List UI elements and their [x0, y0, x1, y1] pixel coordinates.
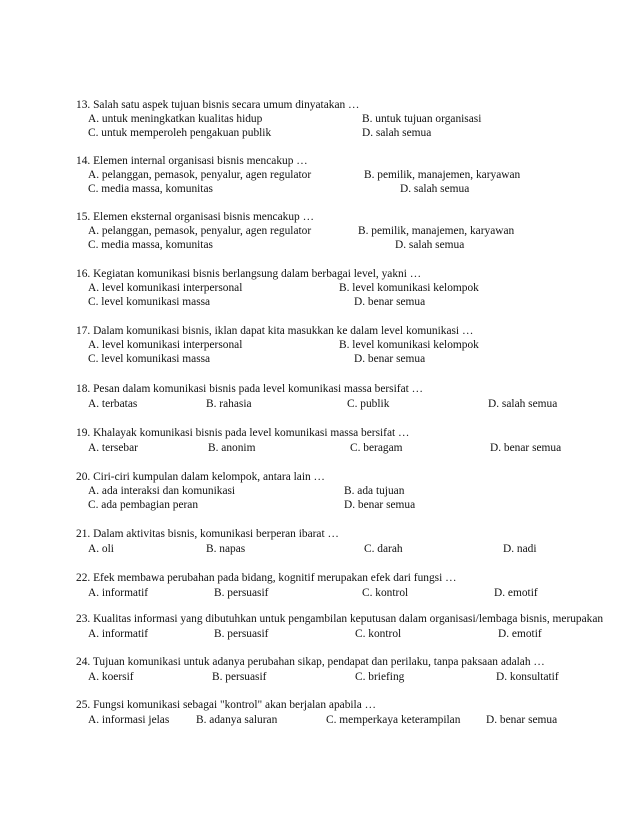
option-row [0, 340, 638, 354]
option-d: D. salah semua [362, 127, 432, 139]
option-a: A. ada interaksi dan komunikasi [88, 485, 236, 497]
option-c: C. media massa, komunitas [88, 239, 213, 251]
option-d: D. benar semua [344, 499, 416, 511]
question-text: 13. Salah satu aspek tujuan bisnis secara umum dinyatakan … [76, 99, 360, 111]
option-b: B. pemilik, manajemen, karyawan [358, 225, 515, 237]
option-d: D. benar semua [486, 714, 558, 726]
option-b: B. adanya saluran [196, 714, 278, 726]
option-a: A. untuk meningkatkan kualitas hidup [88, 113, 263, 125]
option-c: C. ada pembagian peran [88, 499, 199, 511]
option-b: B. persuasif [214, 628, 269, 640]
option-a: A. informatif [88, 628, 149, 640]
option-a: A. level komunikasi interpersonal [88, 339, 243, 351]
option-c: C. kontrol [355, 628, 402, 640]
option-b: B. persuasif [214, 587, 269, 599]
question-text: 22. Efek membawa perubahan pada bidang, kognitif merupakan efek dari fungsi … [76, 572, 457, 584]
option-b: B. anonim [208, 442, 256, 454]
option-row [0, 184, 638, 198]
option-row [0, 672, 638, 686]
option-row [0, 240, 638, 254]
option-row [0, 170, 638, 184]
option-a: A. terbatas [88, 398, 138, 410]
option-c: C. kontrol [362, 587, 409, 599]
option-d: D. emotif [494, 587, 538, 599]
option-a: A. koersif [88, 671, 134, 683]
question-text: 24. Tujuan komunikasi untuk adanya perubahan sikap, pendapat dan perilaku, tanpa paksaan adalah … [76, 656, 545, 668]
option-row [0, 114, 638, 128]
option-d: D. benar semua [354, 353, 426, 365]
question-text: 19. Khalayak komunikasi bisnis pada level komunikasi massa bersifat … [76, 427, 410, 439]
option-c: C. darah [364, 543, 403, 555]
option-a: A. pelanggan, pemasok, penyalur, agen regulator [88, 169, 312, 181]
option-row [0, 544, 638, 558]
option-b: B. pemilik, manajemen, karyawan [364, 169, 521, 181]
question-text: 18. Pesan dalam komunikasi bisnis pada level komunikasi massa bersifat … [76, 383, 424, 395]
question-text: 23. Kualitas informasi yang dibutuhkan untuk pengambilan keputusan dalam organisasi/lembaga bisnis, merupakan [76, 613, 604, 625]
option-row [0, 226, 638, 240]
option-c: C. level komunikasi massa [88, 353, 211, 365]
option-row [0, 399, 638, 413]
question-text: 21. Dalam aktivitas bisnis, komunikasi berperan ibarat … [76, 528, 339, 540]
option-c: C. level komunikasi massa [88, 296, 211, 308]
option-row [0, 486, 638, 500]
option-c: C. publik [347, 398, 390, 410]
option-c: C. untuk memperoleh pengakuan publik [88, 127, 272, 139]
option-a: A. pelanggan, pemasok, penyalur, agen regulator [88, 225, 312, 237]
option-b: B. level komunikasi kelompok [339, 282, 479, 294]
option-row [0, 128, 638, 142]
question-text: 20. Ciri-ciri kumpulan dalam kelompok, antara lain … [76, 471, 325, 483]
option-row [0, 297, 638, 311]
option-d: D. salah semua [395, 239, 465, 251]
question-text: 16. Kegiatan komunikasi bisnis berlangsung dalam berbagai level, yakni … [76, 268, 422, 280]
option-b: B. persuasif [212, 671, 267, 683]
option-d: D. konsultatif [496, 671, 559, 683]
option-a: A. level komunikasi interpersonal [88, 282, 243, 294]
option-d: D. salah semua [400, 183, 470, 195]
option-d: D. nadi [503, 543, 537, 555]
option-d: D. salah semua [488, 398, 558, 410]
option-b: B. ada tujuan [344, 485, 405, 497]
option-row [0, 443, 638, 457]
option-a: A. oli [88, 543, 114, 555]
option-row [0, 354, 638, 368]
option-d: D. benar semua [354, 296, 426, 308]
option-c: C. memperkaya keterampilan [326, 714, 461, 726]
option-row [0, 715, 638, 729]
question-text: 15. Elemen eksternal organisasi bisnis mencakup … [76, 211, 314, 223]
option-row [0, 500, 638, 514]
option-a: A. informatif [88, 587, 149, 599]
option-b: B. rahasia [206, 398, 252, 410]
option-b: B. untuk tujuan organisasi [362, 113, 482, 125]
option-row [0, 629, 638, 643]
option-c: C. media massa, komunitas [88, 183, 213, 195]
option-c: C. briefing [355, 671, 405, 683]
question-text: 17. Dalam komunikasi bisnis, iklan dapat kita masukkan ke dalam level komunikasi … [76, 325, 474, 337]
option-d: D. emotif [498, 628, 542, 640]
option-c: C. beragam [350, 442, 403, 454]
question-text: 25. Fungsi komunikasi sebagai "kontrol" akan berjalan apabila … [76, 699, 377, 711]
option-b: B. napas [206, 543, 246, 555]
option-row [0, 283, 638, 297]
option-a: A. tersebar [88, 442, 138, 454]
option-a: A. informasi jelas [88, 714, 170, 726]
option-d: D. benar semua [490, 442, 562, 454]
question-text: 14. Elemen internal organisasi bisnis mencakup … [76, 155, 308, 167]
option-b: B. level komunikasi kelompok [339, 339, 479, 351]
option-row [0, 588, 638, 602]
